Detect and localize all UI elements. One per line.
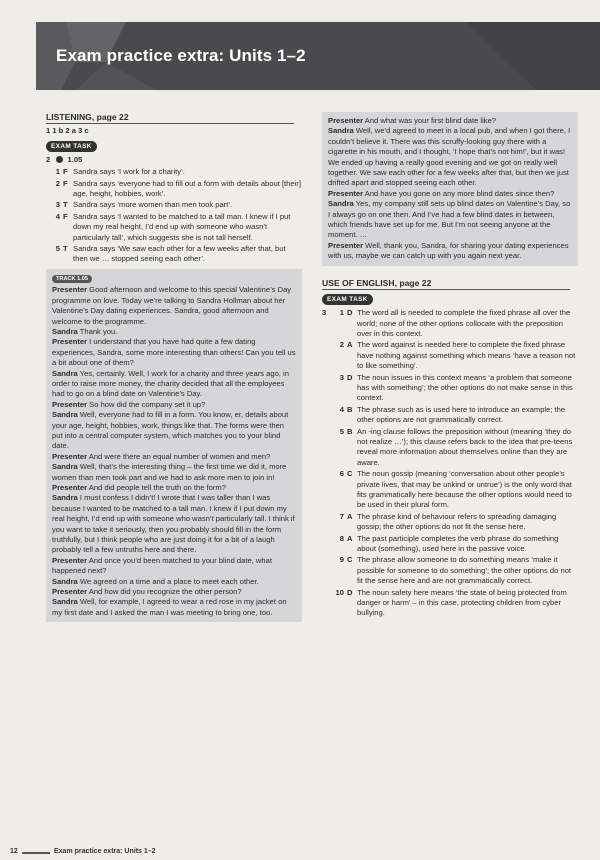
transcript-line (328, 126, 572, 188)
answer-number: 4 (339, 404, 344, 414)
speaker-name: Sandra (328, 126, 354, 136)
speaker-name: Presenter (52, 555, 88, 565)
speaker-name: Presenter (328, 240, 364, 250)
transcript-line (52, 285, 296, 327)
q3-number: 3 (322, 308, 327, 318)
footer (0, 846, 600, 860)
answer-letter: B (347, 404, 353, 414)
transcript-line (52, 462, 296, 483)
transcript-continued (328, 116, 572, 262)
answer-explanation: The noun issues in this context means ‘a problem that someone has with something’; the other options do not make sense in this context. (357, 372, 573, 403)
answer-item (330, 588, 578, 619)
speech-text: Good afternoon and welcome to this special Valentine’s Day programme on love. Today we’re talking to Sandra Hollman about her Valentine’s Day dating experiences. Sandra, good afternoon and welcome to the programme. (52, 285, 292, 326)
footer-rule (22, 852, 50, 854)
heading-rule (46, 123, 294, 124)
answer-explanation: Sandra says ‘I wanted to be matched to a tall man. I knew if I put down my real height, I’d end up with someone who wasn’t particularly tall’, which suggests she is not tall herself. (73, 211, 291, 242)
speaker-name: Sandra (52, 410, 78, 420)
listening-q1-answers: 1 1 b 2 a 3 c (46, 126, 89, 136)
transcript-line (52, 556, 296, 577)
transcript-line (52, 337, 296, 368)
track-badge: TRACK 1.05 (52, 275, 92, 283)
speech-text: Well, we’d agreed to meet in a local pub, and when I got there, I couldn’t believe it. There was this scruffy-looking guy there with a cigarette in his mouth, and I thought, ‘I hope that’s not him!’, but it was! We ended up having a really good evening and we got on really well together. We saw each other for a few weeks after that, but then we just drifted apart and stopped seeing each other. (328, 126, 571, 188)
speech-text: And once you’d been matched to your blind date, what happened next? (52, 555, 272, 576)
answer-number: 2 (339, 340, 344, 350)
transcript-line (52, 483, 296, 493)
heading-rule (322, 289, 570, 290)
left-column (46, 112, 302, 622)
speech-text: Well, everyone had to fill in a form. You know, er, details about your age, height, hobbies, work, things like that. The forms were then put into a central computer system, which matches you to your blind date. (52, 410, 289, 451)
speech-text: So how did the company set it up? (89, 399, 206, 409)
answer-number: 8 (339, 533, 344, 543)
answer-item (330, 534, 578, 555)
answer-explanation: The phrase such as is used here to introduce an example; the other options are not grammatically correct. (357, 404, 566, 425)
answer-number: 1 (55, 167, 60, 177)
answer-explanation: The phrase kind of behaviour refers to spreading damaging gossip; the other options do not fit the sense here. (357, 511, 557, 532)
answer-item (46, 167, 302, 177)
answer-explanation: Sandra says ‘more women than men took part’. (73, 200, 233, 210)
speaker-name: Sandra (52, 326, 78, 336)
answer-explanation: The noun safety here means ‘the state of being protected from danger or harm’ – in this case, protecting children from cyber bullying. (357, 587, 567, 618)
answer-item (330, 340, 578, 371)
transcript-line (52, 493, 296, 555)
speaker-name: Presenter (328, 116, 364, 125)
transcript-line (328, 241, 572, 262)
transcript-line (328, 189, 572, 199)
q2-number: 2 (46, 154, 51, 164)
page-number: 12 (10, 848, 18, 855)
transcript (52, 285, 296, 618)
answer-explanation: The word against is needed here to complete the fixed phrase have nothing against something which means ‘have a reason not to like something’. (357, 340, 576, 371)
speaker-name: Presenter (52, 483, 88, 492)
answer-item (330, 427, 578, 469)
answer-letter: T (63, 200, 68, 210)
answer-number: 3 (55, 200, 60, 210)
answer-explanation: Sandra says ‘I work for a charity’. (73, 167, 185, 177)
answer-explanation: The past participle completes the verb phrase do something about (something), used here in the passive voice. (357, 533, 559, 554)
answer-item (330, 469, 578, 511)
transcript-line (328, 199, 572, 241)
answer-item (330, 555, 578, 586)
answer-letter: A (347, 340, 353, 350)
answer-number: 5 (55, 244, 60, 254)
speech-text: Well, that’s the interesting thing – the first time we did it, more women than men took part and we had to ask more men to join in! (52, 462, 287, 482)
answer-letter: D (347, 308, 353, 318)
answer-number: 3 (339, 372, 344, 382)
answer-number: 6 (339, 469, 344, 479)
answer-letter: F (63, 167, 68, 177)
speaker-name: Sandra (52, 493, 78, 503)
speaker-name: Presenter (52, 451, 88, 461)
exam-task-badge: EXAM TASK (46, 141, 97, 152)
answer-letter: D (347, 587, 353, 597)
answer-number: 10 (335, 587, 344, 597)
answer-number: 9 (339, 555, 344, 565)
answer-explanation: The word all is needed to complete the fixed phrase all over the world; none of the other options collocate with the preposition over in this context. (357, 308, 571, 338)
answer-explanation: Sandra says ‘We saw each other for a few weeks after that, but then we … stopped seeing each other’. (73, 244, 286, 264)
speaker-name: Sandra (52, 597, 78, 607)
speech-text: And have you gone on any more blind dates since then? (364, 188, 555, 198)
speech-text: I must confess I didn’t! I wrote that I was taller than I was because I wanted to be matched to a tall man. I knew if I put down my real height, I’d end up with someone who wasn’t particularly tall. I think if you want to take it seriously, then you probably should fill in the form truthfully, but I think people who are just doing it for a bit of a laugh probably tell a few untruths here and there. (52, 493, 295, 555)
page-title: Exam practice extra: Units 1–2 (56, 46, 306, 65)
speaker-name: Presenter (52, 285, 88, 295)
answer-explanation: The phrase allow someone to do something means ‘make it possible for someone to do something’; the other options do not fit the sense here and are not grammatically correct. (357, 555, 572, 586)
answer-number: 2 (55, 178, 60, 188)
answer-letter: C (347, 469, 353, 479)
speech-text: Well, for example, I agreed to wear a red rose in my jacket on my first date and I asked the man I was meeting to bring one, too. (52, 597, 287, 617)
answer-item (330, 308, 578, 339)
transcript-line (52, 410, 296, 452)
answer-explanation: Sandra says ‘everyone had to fill out a form with details about [their] age, height, hobbies, work’. (73, 178, 301, 199)
speech-text: Yes, my company still sets up blind dates on Valentine’s Day, so I always go on one then. And I’ve had a few blind dates in between, which friends have set up for me. But I’m not seeing anyone at the moment. … (328, 199, 571, 240)
speech-text: We agreed on a time and a place to meet each other. (79, 576, 259, 586)
use-of-english-answer-list (330, 308, 578, 620)
transcript-line (52, 327, 296, 337)
speaker-name: Presenter (52, 337, 88, 347)
answer-number: 1 (339, 308, 344, 318)
answer-item (46, 244, 302, 265)
transcript-line (52, 577, 296, 587)
track-number: 1.05 (67, 154, 83, 164)
transcript-line (52, 400, 296, 410)
answer-letter: F (63, 178, 68, 188)
speech-text: Thank you. (79, 326, 118, 336)
speech-text: I understand that you have had quite a few dating experiences, Sandra, some more interesting than others! Can you tell us a bit about one of them? (52, 337, 296, 368)
answer-letter: D (347, 372, 353, 382)
answer-explanation: The noun gossip (meaning ‘conversation about other people’s private lives, that may be unkind or untrue’) is the only word that fits grammatically here because the other options would need to be used in their plural form. (357, 469, 572, 510)
transcript-line (52, 369, 296, 400)
speaker-name: Presenter (52, 587, 88, 597)
answer-number: 5 (339, 426, 344, 436)
speaker-name: Sandra (52, 368, 78, 378)
speech-text: Yes, certainly. Well, I work for a charity and three years ago, in order to raise more money, the charity decided that all the employees had to go on a blind date on Valentine’s Day. (52, 368, 289, 399)
use-of-english-heading: USE OF ENGLISH, page 22 (322, 277, 432, 288)
answer-item (330, 512, 578, 533)
footer-title: Exam practice extra: Units 1–2 (54, 848, 156, 855)
transcript-line (52, 587, 296, 597)
speaker-name: Presenter (328, 188, 364, 198)
answer-letter: T (63, 244, 68, 254)
speaker-name: Sandra (52, 462, 78, 472)
answer-number: 7 (339, 511, 344, 521)
listening-heading: LISTENING, page 22 (46, 112, 129, 122)
answer-explanation: An -ing clause follows the preposition without (meaning ‘they do not realize …’); this clause refers back to the idea that pre-teens reveal more information about themselves online than they are aware. (357, 426, 573, 467)
answer-letter: B (347, 426, 353, 436)
answer-item (330, 373, 578, 404)
transcript-line (52, 452, 296, 462)
exam-task-badge: EXAM TASK (322, 294, 373, 305)
speaker-name: Sandra (328, 199, 354, 209)
answer-item (330, 405, 578, 426)
answer-item (46, 212, 302, 243)
answer-letter: A (347, 511, 353, 521)
answer-number: 4 (55, 211, 60, 221)
speaker-name: Presenter (52, 399, 88, 409)
speech-text: And how did you recognize the other person? (88, 587, 242, 597)
speech-text: And what was your first blind date like? (364, 116, 497, 125)
speech-text: Well, thank you, Sandra, for sharing your dating experiences with us, maybe we can catch up with you again next year. (328, 240, 569, 261)
answer-letter: F (63, 211, 68, 221)
speech-text: And did people tell the truth on the form? (88, 483, 226, 492)
right-column (322, 112, 578, 620)
listening-answer-list (46, 167, 302, 265)
speaker-name: Sandra (52, 576, 78, 586)
transcript-line (52, 597, 296, 618)
answer-item (46, 179, 302, 200)
speech-text: And were there an equal number of women and men? (88, 451, 271, 461)
answer-letter: A (347, 533, 353, 543)
transcript-box (46, 269, 302, 622)
answer-letter: C (347, 555, 353, 565)
audio-icon (56, 156, 63, 163)
transcript-continued-box (322, 112, 578, 266)
title-banner (36, 22, 600, 90)
transcript-line (328, 116, 572, 126)
answer-item (46, 200, 302, 210)
